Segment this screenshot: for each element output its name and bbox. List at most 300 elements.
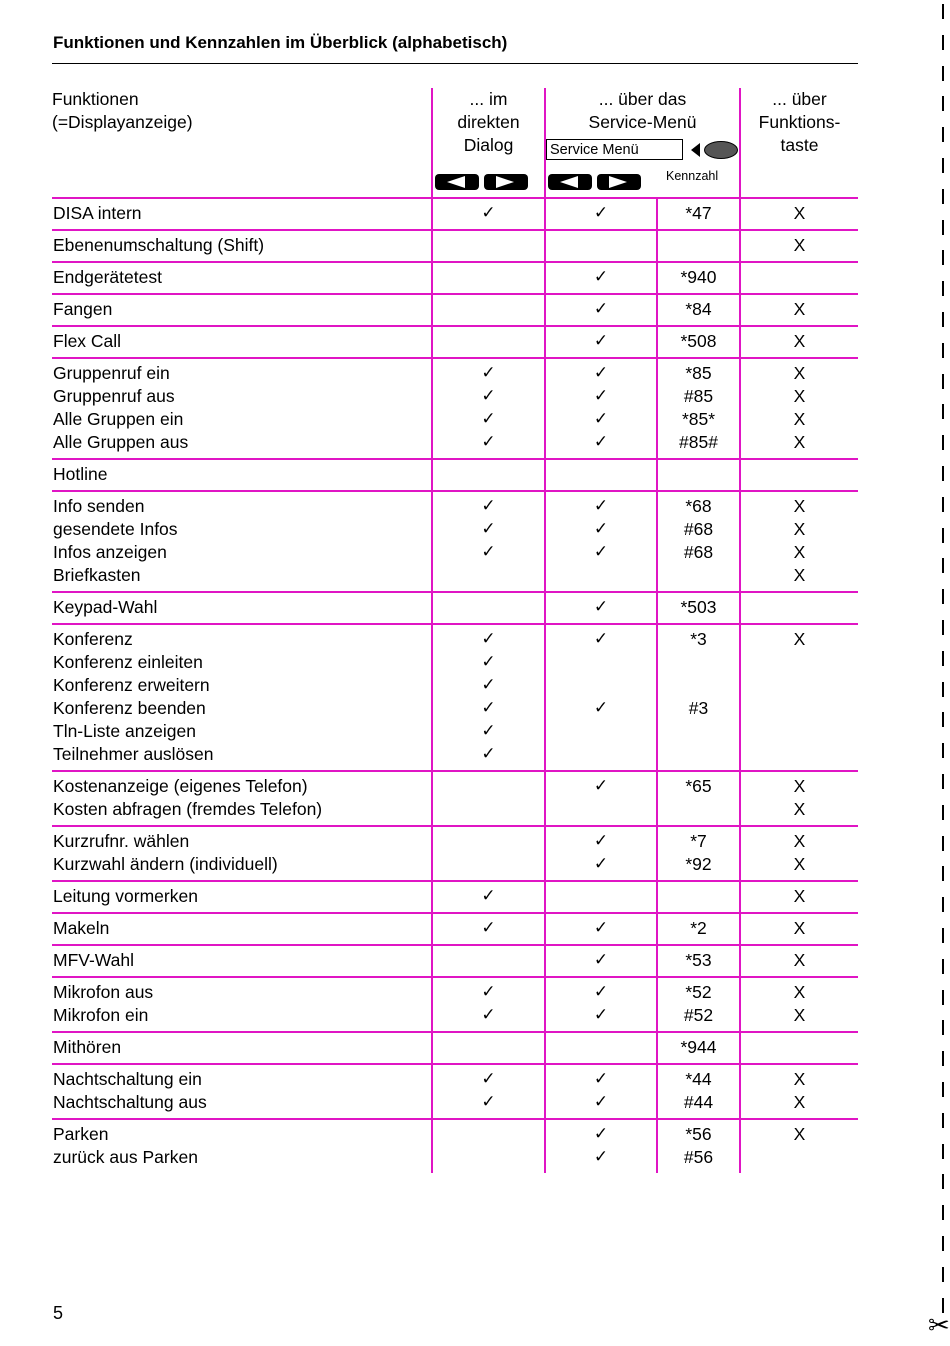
service-menu-check-cell [545,913,657,945]
function-name-cell [52,945,432,977]
function-key-mark: X [793,519,806,539]
service-menu-arrow-keys [548,174,641,190]
arrow-left-icon [548,174,592,190]
service-menu-check-cell [545,592,657,624]
function-name: Teilnehmer auslösen [53,744,214,764]
function-name-cell [52,624,432,771]
function-key-mark: X [793,776,806,796]
arrow-right-icon [597,174,641,190]
service-menu-check: ✓ [593,363,609,383]
function-key-mark: X [793,409,806,429]
function-key-mark-cell [740,592,858,624]
table-row [52,358,858,459]
function-name-cell [52,358,432,459]
cut-dash [942,66,944,81]
code: #52 [683,1005,714,1025]
function-key-mark-cell [740,881,858,913]
oval-key-icon [704,141,738,159]
function-name: Alle Gruppen ein [53,409,184,429]
cut-dash [942,466,944,481]
direct-dialog-check: ✓ [481,675,496,695]
table-row [52,491,858,592]
function-name: Kurzwahl ändern (individuell) [53,854,278,874]
code-cell [657,358,740,459]
table-row [52,624,858,771]
service-menu-check-cell [545,459,657,491]
function-name: Mikrofon aus [53,982,154,1002]
code [658,674,739,697]
direct-dialog-check: ✓ [481,1092,496,1112]
direct-dialog-check: ✓ [481,629,496,649]
code: #68 [683,519,714,539]
service-menu-check-cell [545,771,657,826]
cut-dash [942,96,944,111]
direct-dialog-check-cell [432,230,545,262]
direct-dialog-check-cell [432,198,545,230]
direct-dialog-check: ✓ [481,744,496,764]
code: *508 [680,331,717,351]
direct-dialog-check: ✓ [481,652,496,672]
table-row [52,881,858,913]
code-cell [657,913,740,945]
function-name: Gruppenruf aus [53,386,175,406]
function-key-mark: X [793,1124,806,1144]
cut-dash [942,620,944,635]
function-key-mark-cell [740,826,858,881]
direct-dialog-check-cell [432,592,545,624]
cut-dash [942,774,944,789]
header-direct-dialog [432,88,545,198]
header-service-line: Service-Menü [588,112,697,132]
function-name: Parken [53,1124,109,1144]
header-direct-line: ... im [469,89,508,109]
function-name-cell [52,230,432,262]
led-triangle-icon [691,143,700,157]
header-functions-line: Funktionen [52,89,139,109]
function-name: Hotline [53,464,108,484]
code: *503 [680,597,717,617]
code-cell [657,977,740,1032]
code: #56 [683,1147,714,1167]
service-menu-check: ✓ [593,950,609,970]
function-key-mark: X [793,542,806,562]
function-name: MFV-Wahl [53,950,135,970]
function-name: DISA intern [53,203,142,223]
service-menu-check-cell [545,491,657,592]
direct-dialog-check-cell [432,913,545,945]
service-menu-check: ✓ [593,331,609,351]
function-name: Tln-Liste anzeigen [53,721,196,741]
cut-dash [942,928,944,943]
direct-dialog-check-cell [432,358,545,459]
service-menu-check-cell [545,262,657,294]
code: *85 [685,363,712,383]
service-menu-check [546,651,656,674]
header-direct-line: direkten [457,112,520,132]
table-row [52,1119,858,1173]
code: *7 [690,831,707,851]
table-row [52,230,858,262]
service-menu-check [546,674,656,697]
direct-dialog-check: ✓ [481,918,496,938]
function-name: Kurzrufnr. wählen [53,831,190,851]
function-name: Endgerätetest [53,267,162,287]
function-name: gesendete Infos [53,519,178,539]
function-key-mark: X [793,331,806,351]
code-cell [657,294,740,326]
service-menu-keys [691,141,738,159]
cut-dash [942,651,944,666]
table-body [52,198,858,1173]
service-menu-check: ✓ [593,519,609,539]
table-row [52,262,858,294]
function-key-mark-cell [740,624,858,771]
code: *53 [685,950,712,970]
cut-dash [942,127,944,142]
direct-dialog-check-cell [432,459,545,491]
service-menu-check [546,564,656,587]
direct-dialog-arrow-keys [435,174,528,190]
cut-dash [942,1113,944,1128]
header-functions [52,88,432,198]
direct-dialog-check: ✓ [481,203,496,223]
code: *3 [690,629,707,649]
cut-dash [942,1236,944,1251]
direct-dialog-check: ✓ [481,409,496,429]
service-menu-check-cell [545,294,657,326]
header-function-key-line: taste [780,135,819,155]
service-menu-check: ✓ [593,267,609,287]
function-name: Makeln [53,918,110,938]
direct-dialog-check: ✓ [481,886,496,906]
direct-dialog-check: ✓ [481,432,496,452]
function-name: Ebenenumschaltung (Shift) [53,235,265,255]
table-row [52,326,858,358]
service-menu-check: ✓ [593,432,609,452]
header-function-key-line: Funktions- [758,112,841,132]
function-key-mark [741,743,858,766]
direct-dialog-check-cell [432,977,545,1032]
code: *940 [680,267,717,287]
code: *44 [685,1069,712,1089]
service-menu-check: ✓ [593,203,609,223]
code-cell [657,198,740,230]
function-name: Flex Call [53,331,122,351]
table-row [52,294,858,326]
service-menu-check: ✓ [593,776,609,796]
direct-dialog-check: ✓ [481,1005,496,1025]
header-functions-line: (=Displayanzeige) [52,112,193,132]
service-menu-check-cell [545,1064,657,1119]
code: *92 [685,854,712,874]
function-name-cell [52,1119,432,1173]
function-key-mark: X [793,629,806,649]
function-name-cell [52,326,432,358]
cut-dash [942,866,944,881]
function-key-mark: X [793,363,806,383]
direct-dialog-check: ✓ [481,496,496,516]
code-cell [657,881,740,913]
code-cell [657,1064,740,1119]
code-cell [657,459,740,491]
code [658,743,739,766]
cut-dash [942,497,944,512]
arrow-left-icon [435,174,479,190]
code-cell [657,592,740,624]
direct-dialog-check-cell [432,1032,545,1064]
service-menu-check: ✓ [593,386,609,406]
cut-dash [942,1051,944,1066]
function-name: Konferenz einleiten [53,652,203,672]
code: #44 [683,1092,714,1112]
cut-dash [942,35,944,50]
header-service-menu [545,88,740,198]
scissors-icon: ✂ [928,1310,950,1340]
code: #85 [683,386,714,406]
cut-dash [942,805,944,820]
table-row [52,945,858,977]
function-key-mark-cell [740,326,858,358]
function-name-cell [52,592,432,624]
direct-dialog-check-cell [432,826,545,881]
function-name: Kosten abfragen (fremdes Telefon) [53,799,323,819]
service-menu-check-cell [545,945,657,977]
code: *944 [680,1037,717,1057]
cut-dash [942,836,944,851]
cut-dash [942,959,944,974]
title-rule [52,63,858,64]
table-row [52,826,858,881]
service-menu-check: ✓ [593,597,609,617]
table-row [52,913,858,945]
function-key-mark-cell [740,771,858,826]
service-menu-check: ✓ [593,1005,609,1025]
service-menu-display: Service Menü [546,139,683,160]
function-key-mark: X [793,386,806,406]
function-key-mark: X [793,831,806,851]
table-row [52,592,858,624]
code-cell [657,1119,740,1173]
service-menu-check-cell [545,358,657,459]
cut-line [938,0,950,1346]
code: *84 [685,299,712,319]
direct-dialog-check-cell [432,881,545,913]
service-menu-check [546,743,656,766]
code: #85# [679,432,718,452]
service-menu-check-cell [545,198,657,230]
function-key-mark-cell [740,1032,858,1064]
function-name: Infos anzeigen [53,542,167,562]
cut-dash [942,4,944,19]
direct-dialog-check-cell [432,491,545,592]
service-menu-check: ✓ [593,1147,609,1167]
direct-dialog-check: ✓ [481,721,496,741]
page-title: Funktionen und Kennzahlen im Überblick (alphabetisch) [53,33,508,52]
function-key-mark: X [793,886,806,906]
code-cell [657,1032,740,1064]
function-name-cell [52,459,432,491]
direct-dialog-check-cell [432,1064,545,1119]
cut-dash [942,990,944,1005]
function-key-mark-cell [740,1064,858,1119]
header-function-key [740,88,858,198]
function-key-mark: X [793,565,806,585]
function-key-mark-cell [740,459,858,491]
function-name: Mikrofon ein [53,1005,149,1025]
code-cell [657,491,740,592]
service-menu-check: ✓ [593,854,609,874]
function-name: Leitung vormerken [53,886,198,906]
function-key-mark-cell [740,262,858,294]
direct-dialog-check-cell [432,262,545,294]
direct-dialog-check-cell [432,326,545,358]
table-row [52,977,858,1032]
function-key-mark-cell [740,977,858,1032]
function-key-mark: X [793,854,806,874]
function-key-mark-cell [740,491,858,592]
function-key-mark-cell [740,294,858,326]
function-name: Alle Gruppen aus [53,432,189,452]
function-key-mark: X [793,496,806,516]
function-name: Nachtschaltung ein [53,1069,202,1089]
service-menu-check: ✓ [593,698,609,718]
header-direct-line: Dialog [463,135,514,155]
direct-dialog-check [433,564,544,587]
function-name-cell [52,913,432,945]
function-key-mark-cell [740,198,858,230]
function-key-mark: X [793,950,806,970]
code [658,720,739,743]
cut-dash [942,558,944,573]
function-key-mark [741,1146,858,1169]
cut-dash [942,1267,944,1282]
cut-dash [942,528,944,543]
function-name-cell [52,881,432,913]
function-key-mark-cell [740,358,858,459]
service-menu-check-cell [545,826,657,881]
function-name: Konferenz beenden [53,698,206,718]
function-name: Briefkasten [53,565,141,585]
service-menu-check: ✓ [593,1092,609,1112]
code: *68 [685,496,712,516]
direct-dialog-check: ✓ [481,363,496,383]
code: *56 [685,1124,712,1144]
code [658,798,739,821]
cut-dash [942,589,944,604]
service-menu-check-cell [545,230,657,262]
service-menu-check-cell [545,881,657,913]
table-row [52,1032,858,1064]
code-cell [657,945,740,977]
function-name-cell [52,977,432,1032]
cut-dash [942,281,944,296]
service-menu-check: ✓ [593,409,609,429]
page-number: 5 [53,1303,64,1323]
cut-dash [942,743,944,758]
cut-dash [942,158,944,173]
function-name-cell [52,198,432,230]
cut-dash [942,1020,944,1035]
service-menu-check: ✓ [593,918,609,938]
function-key-mark: X [793,1005,806,1025]
code-cell [657,262,740,294]
code: *47 [685,203,712,223]
code: *65 [685,776,712,796]
direct-dialog-check-cell [432,945,545,977]
cut-dash [942,404,944,419]
cut-dash [942,1082,944,1097]
function-key-mark-cell [740,230,858,262]
direct-dialog-check-cell [432,771,545,826]
service-menu-check: ✓ [593,982,609,1002]
function-key-mark: X [793,1069,806,1089]
function-name-cell [52,1032,432,1064]
code: #68 [683,542,714,562]
cut-dash [942,189,944,204]
direct-dialog-check: ✓ [481,982,496,1002]
function-key-mark: X [793,299,806,319]
table-row [52,198,858,230]
direct-dialog-check: ✓ [481,542,496,562]
service-menu-check: ✓ [593,1124,609,1144]
code-cell [657,230,740,262]
service-menu-check-cell [545,624,657,771]
table-row [52,459,858,491]
function-name-cell [52,491,432,592]
service-menu-check: ✓ [593,299,609,319]
code: #3 [688,698,709,718]
cut-dash [942,1205,944,1220]
function-name-cell [52,1064,432,1119]
direct-dialog-check-cell [432,294,545,326]
service-menu-check: ✓ [593,496,609,516]
cut-dash [942,897,944,912]
function-key-mark [741,697,858,720]
table-row [52,771,858,826]
service-menu-check: ✓ [593,831,609,851]
code-cell [657,826,740,881]
function-name-cell [52,771,432,826]
table-header-row [52,88,858,198]
function-key-mark [741,651,858,674]
service-menu-check-cell [545,1032,657,1064]
service-menu-check-cell [545,326,657,358]
function-key-mark: X [793,799,806,819]
direct-dialog-check-cell [432,624,545,771]
function-key-mark [741,720,858,743]
function-name: Gruppenruf ein [53,363,170,383]
function-key-mark: X [793,982,806,1002]
function-key-mark: X [793,918,806,938]
function-name: Konferenz erweitern [53,675,210,695]
cut-dash [942,1174,944,1189]
header-function-key-line: ... über [772,89,827,109]
cut-dash [942,220,944,235]
header-service-line: ... über das [598,89,687,109]
cut-dash [942,435,944,450]
service-menu-check-cell [545,1119,657,1173]
code: *2 [690,918,707,938]
function-name: Info senden [53,496,145,516]
function-name: zurück aus Parken [53,1147,198,1167]
cut-dash [942,682,944,697]
cut-dash [942,374,944,389]
direct-dialog-check: ✓ [481,386,496,406]
code-cell [657,624,740,771]
direct-dialog-check-cell [432,1119,545,1173]
function-name-cell [52,826,432,881]
cut-dash [942,712,944,727]
